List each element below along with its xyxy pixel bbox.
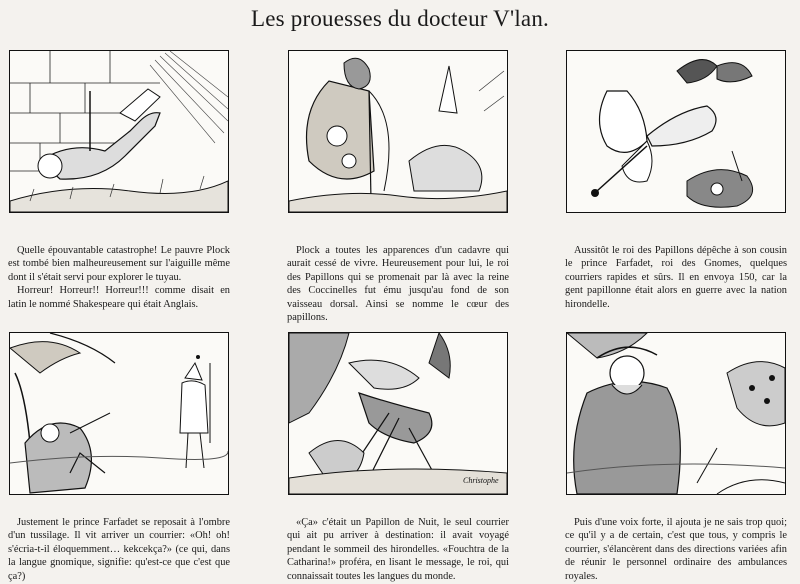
caption-paragraph: Aussitôt le roi des Papillons dépêche à son cousin le prince Farfadet, roi des Gnomes, quelques courriers rapides et sûrs. Il en envoya 150, car la gent papillonne était alors en guerre avec la nation hirondelle.: [565, 245, 787, 310]
panel-2-illustration: [288, 50, 508, 213]
caption-paragraph: Plock a toutes les apparences d'un cadavre qui aurait cessé de vivre. Heureusement pour lui, le roi des Papillons qui se promenait par là avec la reine des Coccinelles fut ému jusqu'au fond de son vaisseau dorsal. Ainsi se nomme le cœur des papillons.: [287, 245, 509, 324]
artist-signature: Christophe: [463, 476, 499, 485]
caption-panel-6: [565, 516, 787, 583]
caption-paragraph: Puis d'une voix forte, il ajouta je ne sais trop quoi; ce qu'il y a de certain, c'est que tous, y compris le courrier, s'élancèrent dans des directions variées afin de réunir le personnel ordinaire des ambulances royales.: [565, 517, 787, 582]
panel-4-illustration: [9, 332, 229, 495]
page-title: Les prouesses du docteur V'lan.: [251, 6, 549, 31]
caption-paragraph: Horreur! Horreur!! Horreur!!! comme disait en latin le nommé Shakespeare qui était Anglais.: [8, 285, 230, 310]
caption-panel-1: [8, 244, 230, 311]
caption-paragraph: Quelle épouvantable catastrophe! Le pauvre Plock est tombé bien malheureusement sur l'aiguille même dont il s'était servi pour explorer le tuyau.: [8, 245, 230, 283]
caption-panel-5: [287, 516, 509, 583]
caption-panel-4: [8, 516, 230, 583]
panel-6-illustration: [566, 332, 786, 495]
panel-5-illustration: [288, 332, 508, 495]
caption-panel-3: [565, 244, 787, 311]
panel-3-illustration: [566, 50, 786, 213]
caption-paragraph: Justement le prince Farfadet se reposait à l'ombre d'un tussilage. Il vit arriver un courrier: «Oh! oh! s'écria-t-il éloquemment… kekcekça?» (ce qui, dans la langue gnomique, signifie: qu'est-ce que c'est que ça?): [8, 517, 230, 582]
panel-1-illustration: [9, 50, 229, 213]
caption-panel-2: [287, 244, 509, 324]
caption-paragraph: «Ça» c'était un Papillon de Nuit, le seul courrier qui ait pu arriver à destination: il avait voyagé pendant le sommeil des hirondelles. «Fouchtra de la Catharina!» proféra, en lisant le message, le roi, qui connaissait toutes les langues du monde.: [287, 517, 509, 582]
